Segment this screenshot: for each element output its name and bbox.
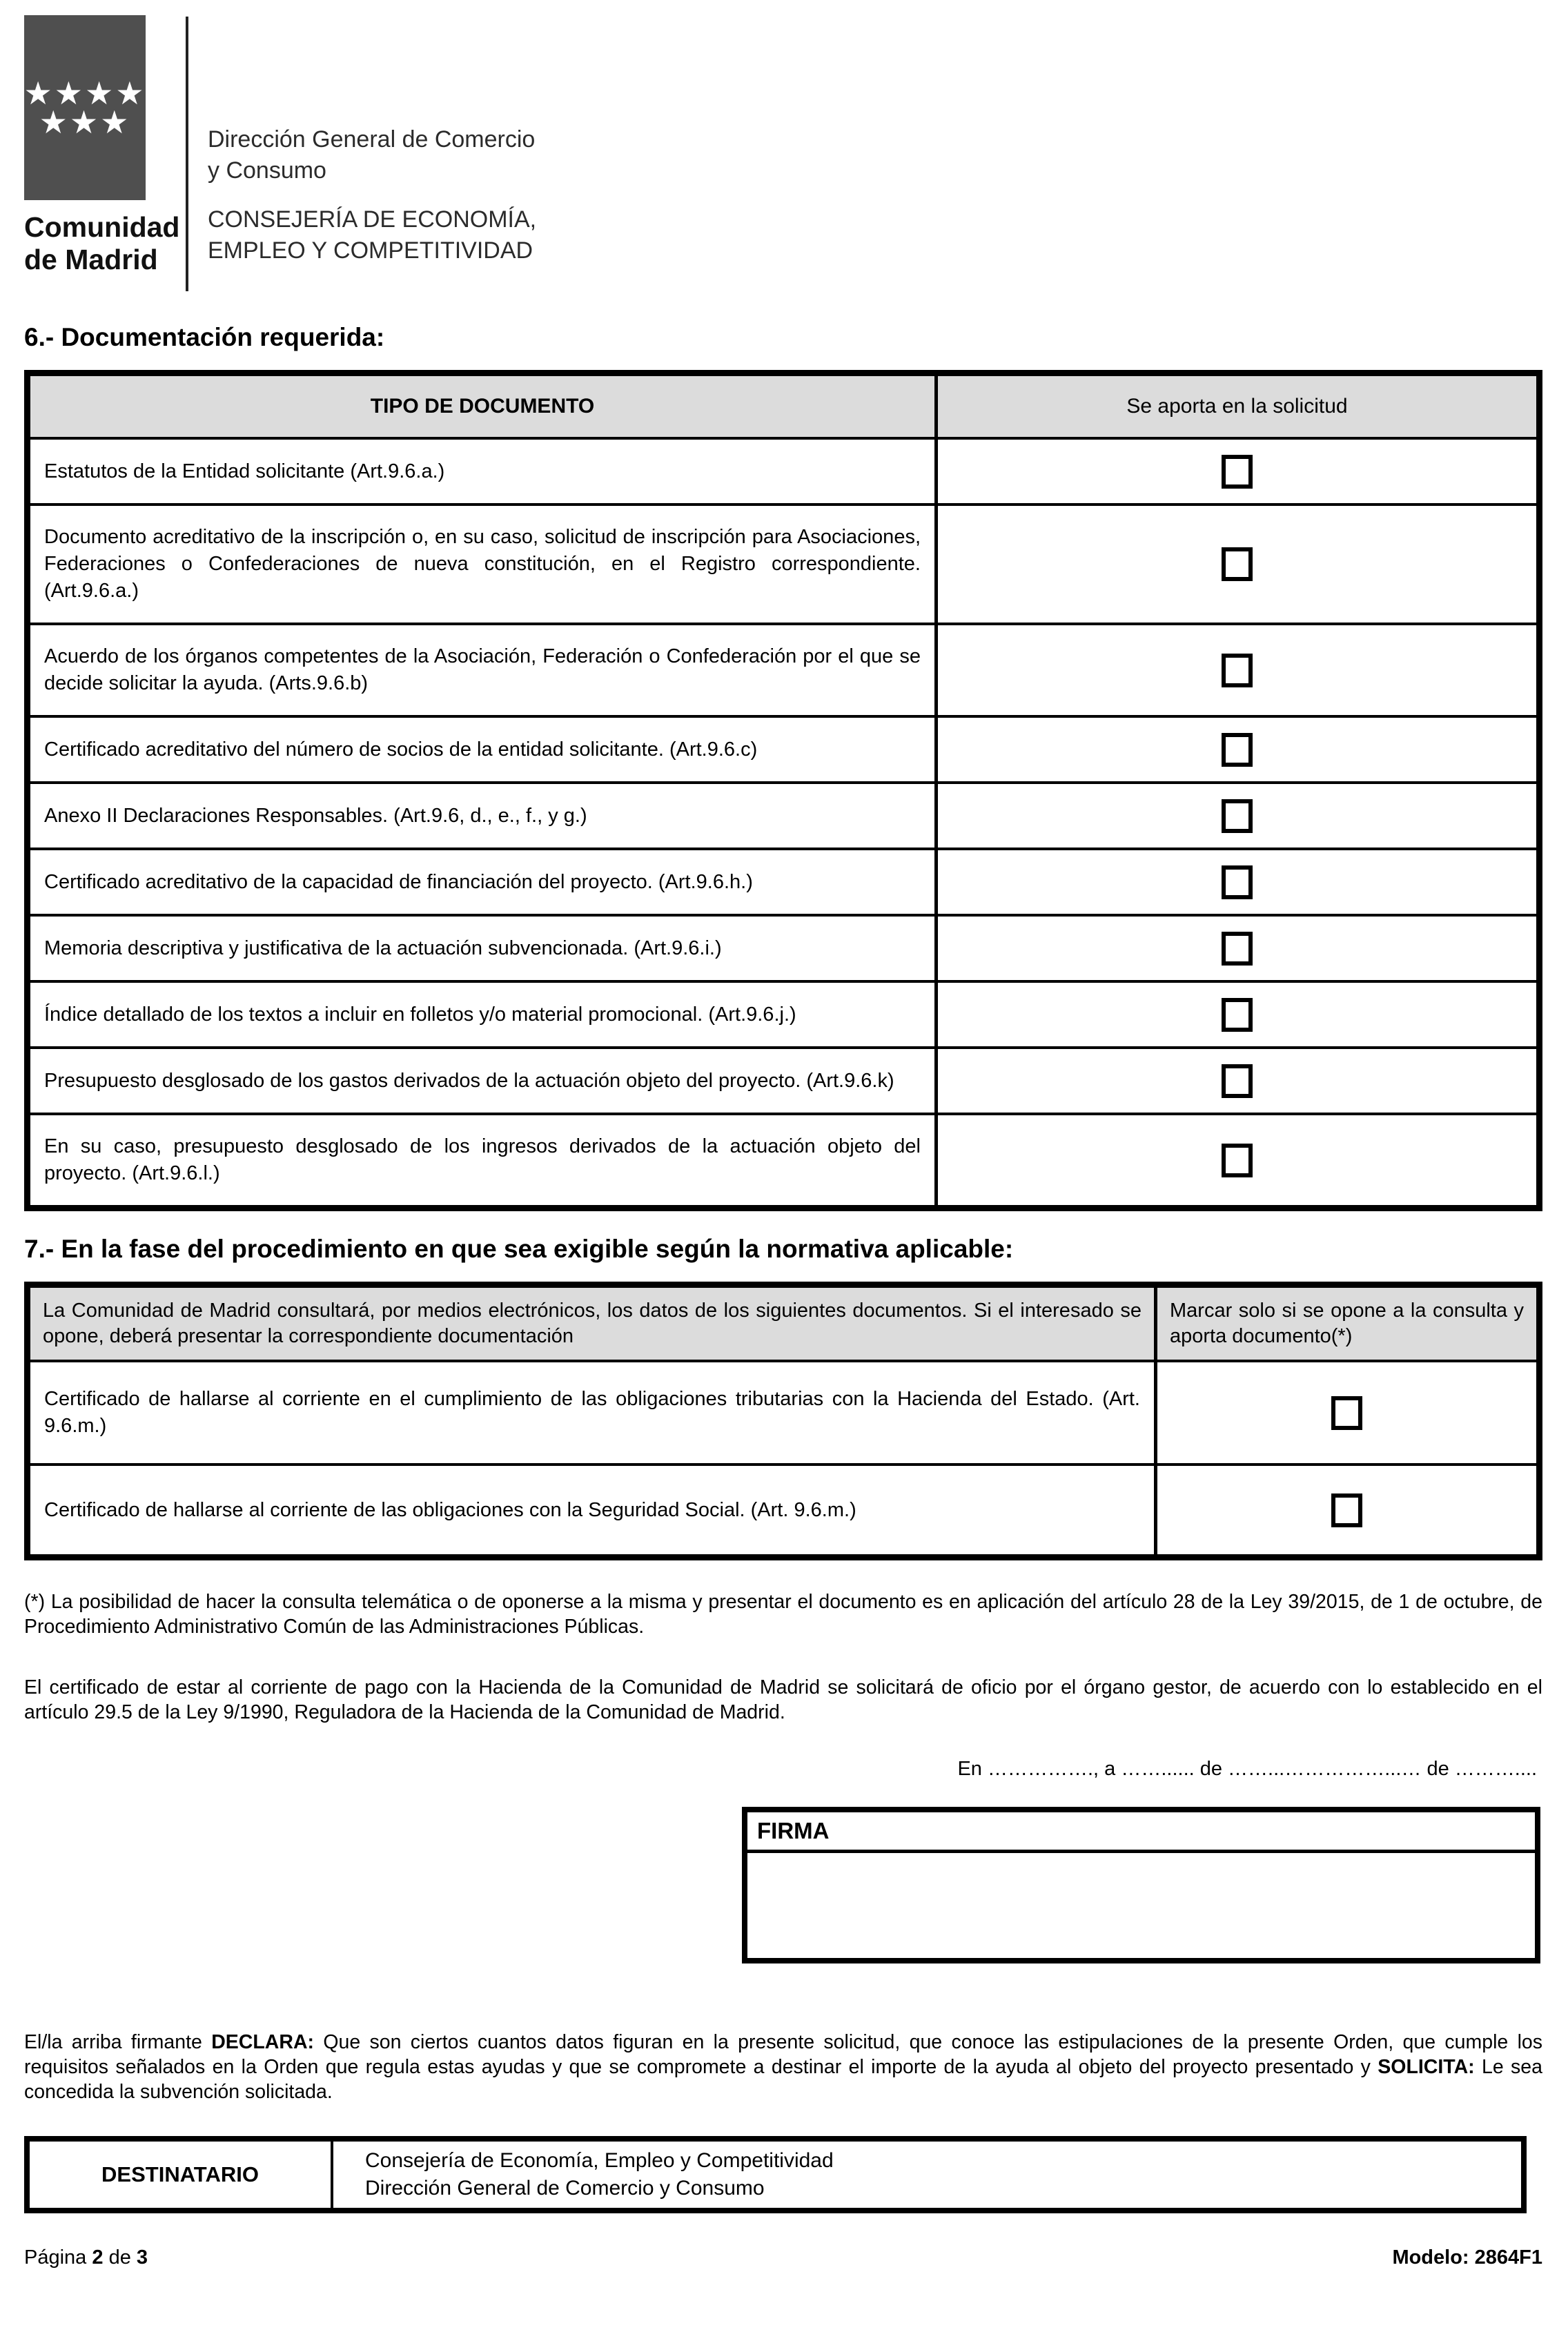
page-of-word: de	[108, 2246, 131, 2269]
document-type-text: Certificado acreditativo del número de socios de la entidad solicitante. (Art.9.6.c)	[44, 738, 758, 761]
page-number	[24, 2246, 148, 2269]
document-type-cell	[30, 506, 938, 623]
document-type-cell	[30, 1362, 1157, 1463]
destinatario-line2: Dirección General de Comercio y Consumo	[365, 2177, 765, 2200]
checkbox-cell	[938, 440, 1536, 503]
document-type-text: Anexo II Declaraciones Responsables. (Art.9.6, d., e., f., y g.)	[44, 804, 587, 827]
document-type-cell	[30, 983, 938, 1046]
org-direccion-line1: Dirección General de Comercio	[208, 126, 536, 153]
destinatario-table	[24, 2136, 1527, 2213]
madrid-flag-icon	[24, 15, 146, 200]
document-type-cell	[30, 784, 938, 848]
document-type-cell	[30, 917, 938, 980]
document-type-text: Certificado de hallarse al corriente en el cumplimiento de las obligaciones tributarias con la Hacienda del Estado. (Art. 9.6.m.)	[44, 1388, 1140, 1437]
checkbox[interactable]	[1222, 998, 1253, 1032]
document-type-text: Estatutos de la Entidad solicitante (Art.9.6.a.)	[44, 460, 445, 482]
declaration-part3: Le sea concedida la subvención solicitada.	[24, 2056, 1542, 2103]
column-header-tipo-documento: TIPO DE DOCUMENTO	[30, 376, 938, 437]
madrid-stars-icon: ★★★★	[23, 75, 146, 111]
destinatario-line1: Consejería de Economía, Empleo y Competitividad	[365, 2149, 834, 2172]
table-row	[30, 503, 1536, 623]
note-asterisk: (*) La posibilidad de hacer la consulta telemática o de oponerse a la misma y presentar el documento es en aplicación del artículo 28 de la Ley 39/2015, de 1 de octubre, de Procedimiento Administrativo Común de las Administraciones Públicas.	[24, 1591, 1542, 1638]
table-row	[30, 715, 1536, 781]
org-consejeria	[208, 204, 536, 266]
organization-block	[208, 15, 536, 266]
table-row	[30, 1360, 1536, 1463]
document-type-cell	[30, 1115, 938, 1205]
checkbox-cell	[1157, 1362, 1536, 1463]
checkbox-cell	[938, 784, 1536, 848]
table-row	[30, 1113, 1536, 1205]
document-type-text: Memoria descriptiva y justificativa de la actuación subvencionada. (Art.9.6.i.)	[44, 937, 722, 959]
header-divider	[186, 17, 188, 291]
madrid-stars-icon: ★★★	[39, 104, 131, 140]
page-word: Página	[24, 2246, 87, 2269]
checkbox[interactable]	[1222, 865, 1253, 899]
document-type-text: Documento acreditativo de la inscripción o, en su caso, solicitud de inscripción para Asociaciones, Federaciones o Confederaciones de nueva constitución, en el Registro correspondiente. (Art.9.6.a.)	[44, 526, 921, 602]
document-type-text: Presupuesto desglosado de los gastos derivados de la actuación objeto del proyecto. (Art.9.6.k)	[44, 1069, 894, 1092]
signature-area[interactable]	[747, 1853, 1535, 1958]
documentation-table	[24, 370, 1542, 1211]
documentation-table-header	[30, 376, 1536, 437]
section6-title: 6.- Documentación requerida:	[24, 323, 385, 351]
comunidad-madrid-logo	[23, 15, 180, 276]
destinatario-label: DESTINATARIO	[30, 2142, 333, 2208]
document-type-text: Certificado acreditativo de la capacidad de financiación del proyecto. (Art.9.6.h.)	[44, 870, 753, 893]
checkbox-cell	[938, 506, 1536, 623]
page-footer	[24, 2246, 1542, 2269]
column-header-marcar: Marcar solo si se opone a la consulta y aporta documento(*)	[1170, 1300, 1524, 1347]
destinatario-value	[333, 2142, 1521, 2208]
signature-label: FIRMA	[747, 1812, 1535, 1853]
document-type-cell	[30, 1049, 938, 1113]
org-consejeria-line1: CONSEJERÍA DE ECONOMÍA,	[208, 206, 537, 233]
document-type-text: Certificado de hallarse al corriente de las obligaciones con la Seguridad Social. (Art. 9.6.m.)	[44, 1498, 856, 1521]
declaration-paragraph	[24, 2030, 1542, 2104]
checkbox-cell	[938, 917, 1536, 980]
table-row	[30, 781, 1536, 848]
checkbox[interactable]	[1222, 1064, 1253, 1098]
document-type-text: En su caso, presupuesto desglosado de los ingresos derivados de la actuación objeto del proyecto. (Art.9.6.l.)	[44, 1135, 921, 1184]
checkbox-cell	[938, 1115, 1536, 1205]
page-current: 2	[92, 2246, 104, 2269]
checkbox[interactable]	[1222, 547, 1253, 581]
page-total: 3	[136, 2246, 148, 2269]
table-row	[30, 914, 1536, 980]
consulta-table-header	[30, 1288, 1536, 1360]
checkbox-cell	[1157, 1466, 1536, 1554]
document-type-text: Índice detallado de los textos a incluir en folletos y/o material promocional. (Art.9.6.j.)	[44, 1003, 796, 1026]
signature-box	[742, 1807, 1540, 1963]
checkbox[interactable]	[1222, 1144, 1253, 1177]
table-row	[30, 437, 1536, 503]
org-direccion-line2: y Consumo	[208, 157, 326, 184]
checkbox-cell	[938, 625, 1536, 715]
table-row	[30, 1463, 1536, 1554]
checkbox[interactable]	[1222, 733, 1253, 767]
logo-line1: Comunidad	[24, 211, 180, 243]
org-consejeria-line2: EMPLEO Y COMPETITIVIDAD	[208, 237, 533, 264]
checkbox-cell	[938, 983, 1536, 1046]
document-type-cell	[30, 718, 938, 781]
solicita-label: SOLICITA:	[1378, 2056, 1475, 2078]
date-fill-in-line[interactable]: En ……………., a ……...... de ……...……………...… de ………....	[957, 1758, 1537, 1780]
logo-wordmark	[24, 211, 180, 276]
table-row	[30, 848, 1536, 914]
column-header-consulta: La Comunidad de Madrid consultará, por medios electrónicos, los datos de los siguientes documentos. Si el interesado se opone, deberá presentar la correspondiente documentación	[30, 1288, 1157, 1360]
declaration-part1: El/la arriba firmante	[24, 2031, 212, 2053]
checkbox[interactable]	[1331, 1396, 1362, 1430]
document-type-cell	[30, 625, 938, 715]
section7-title: 7.- En la fase del procedimiento en que sea exigible según la normativa aplicable:	[24, 1235, 1014, 1263]
model-number: Modelo: 2864F1	[1392, 2246, 1542, 2269]
checkbox-cell	[938, 1049, 1536, 1113]
checkbox-cell	[938, 718, 1536, 781]
note-hacienda: El certificado de estar al corriente de pago con la Hacienda de la Comunidad de Madrid se solicitará de oficio por el órgano gestor, de acuerdo con lo establecido en el artículo 29.5 de la Ley 9/1990, Reguladora de la Hacienda de la Comunidad de Madrid.	[24, 1676, 1542, 1723]
checkbox-cell	[938, 850, 1536, 914]
table-row	[30, 623, 1536, 715]
consulta-table	[24, 1282, 1542, 1560]
document-type-cell	[30, 440, 938, 503]
checkbox[interactable]	[1222, 654, 1253, 687]
document-type-cell	[30, 1466, 1157, 1554]
table-row	[30, 1046, 1536, 1113]
declara-label: DECLARA:	[211, 2031, 315, 2053]
checkbox[interactable]	[1222, 455, 1253, 489]
logo-line2: de Madrid	[24, 244, 158, 275]
document-type-cell	[30, 850, 938, 914]
checkbox[interactable]	[1222, 799, 1253, 833]
table-row	[30, 980, 1536, 1046]
page-header	[24, 15, 1542, 300]
checkbox[interactable]	[1222, 932, 1253, 966]
declaration-part2: Que son ciertos cuantos datos figuran en la presente solicitud, que conoce las estipulaciones de la presente Orden, que cumple los requisitos señalados en la Orden que regula estas ayudas y que se compromete a destinar el importe de la ayuda al objeto del proyecto presentado y	[24, 2031, 1542, 2078]
document-type-text: Acuerdo de los órganos competentes de la Asociación, Federación o Confederación por el que se decide solicitar la ayuda. (Arts.9.6.b)	[44, 645, 921, 694]
checkbox[interactable]	[1331, 1493, 1362, 1527]
column-header-se-aporta: Se aporta en la solicitud	[1126, 395, 1348, 418]
